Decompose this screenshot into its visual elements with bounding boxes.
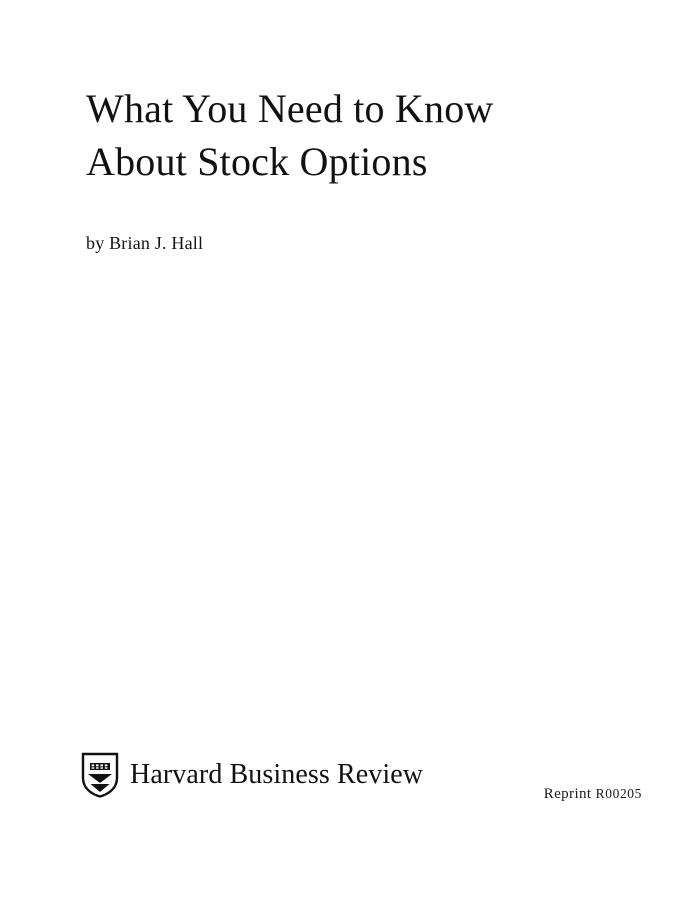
article-title-line-2: About Stock Options	[86, 139, 428, 184]
publisher-name: Harvard Business Review	[130, 759, 424, 790]
harvard-shield-icon	[81, 752, 119, 798]
page-footer	[0, 752, 700, 822]
article-title-line-1: What You Need to Know	[86, 86, 494, 131]
reprint-code: R00205	[595, 786, 642, 801]
reprint-label: Reprint	[543, 786, 592, 802]
reprint-info	[544, 786, 642, 803]
article-title	[86, 82, 626, 188]
article-byline: by Brian J. Hall	[86, 233, 204, 253]
publisher-brand	[81, 752, 423, 798]
